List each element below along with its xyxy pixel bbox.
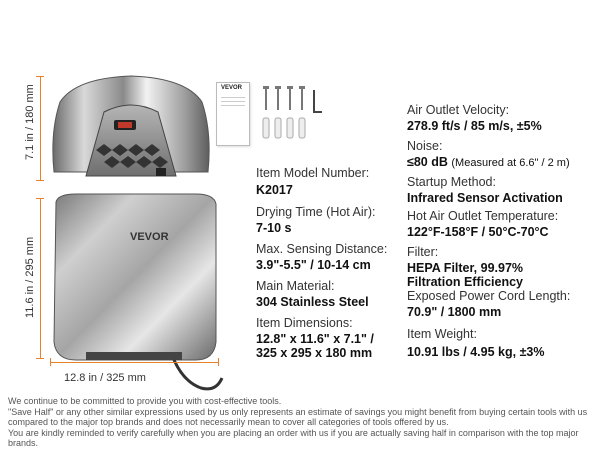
spec-label-air-velocity: Air Outlet Velocity: bbox=[407, 103, 510, 117]
manual-booklet bbox=[216, 82, 250, 146]
spec-label-cord-length: Exposed Power Cord Length: bbox=[407, 289, 571, 303]
spec-label-noise: Noise: bbox=[407, 139, 443, 153]
width-dimension-line bbox=[50, 362, 218, 363]
disclaimer-line: "Save Half" or any other similar expressions used by us only represents an estimate of savings you might benefit from buying certain tools with us bbox=[8, 406, 588, 417]
width-label: 12.8 in / 325 mm bbox=[64, 372, 146, 384]
height-dimension-line bbox=[40, 76, 41, 180]
dimension-tick bbox=[36, 358, 44, 359]
height-label: 7.1 in / 180 mm bbox=[24, 84, 36, 160]
dimension-tick bbox=[50, 358, 51, 366]
spec-label-weight: Item Weight: bbox=[407, 327, 477, 341]
spec-label-drying-time: Drying Time (Hot Air): bbox=[256, 205, 376, 219]
dimension-tick bbox=[36, 180, 44, 181]
spec-value-noise bbox=[407, 155, 570, 169]
spec-label-filter: Filter: bbox=[407, 245, 439, 259]
disclaimer-line: compared to the major top brands and does not necessarily mean to cover all categories of tools offered by us. bbox=[8, 417, 449, 428]
dimension-tick bbox=[36, 76, 44, 77]
disclaimer-line: You are kindly reminded to verify carefully when you are placing an order with us if you are actually saving half in comparison with the top major brands. bbox=[8, 427, 579, 449]
spec-value-startup: Infrared Sensor Activation bbox=[407, 191, 563, 205]
disclaimer bbox=[8, 396, 600, 449]
spec-label-model: Item Model Number: bbox=[256, 166, 370, 180]
front-height-label: 11.6 in / 295 mm bbox=[24, 236, 36, 318]
spec-value-filter: HEPA Filter, 99.97% bbox=[407, 261, 524, 275]
spec-label-material: Main Material: bbox=[256, 279, 335, 293]
spec-label-startup: Startup Method: bbox=[407, 175, 496, 189]
spec-label-outlet-temperature: Hot Air Outlet Temperature: bbox=[407, 209, 559, 223]
spec-value-model: K2017 bbox=[256, 183, 293, 197]
manual-brand: VEVOR bbox=[221, 85, 243, 91]
brand-logo: VEVOR bbox=[130, 231, 169, 243]
spec-value-sensing-distance: 3.9"-5.5" / 10-14 cm bbox=[256, 258, 371, 272]
spec-value-drying-time: 7-10 s bbox=[256, 221, 292, 235]
front-height-dimension-line bbox=[40, 198, 41, 358]
spec-value-dimensions: 12.8" x 11.6" x 7.1" / bbox=[256, 332, 374, 346]
spec-label-dimensions: Item Dimensions: bbox=[256, 316, 353, 330]
screws-and-anchors-icon bbox=[258, 84, 328, 144]
dryer-front-view-image bbox=[46, 192, 224, 398]
spec-label-sensing-distance: Max. Sensing Distance: bbox=[256, 242, 388, 256]
dimension-tick bbox=[218, 358, 219, 366]
spec-value-air-velocity: 278.9 ft/s / 85 m/s, ±5% bbox=[407, 119, 542, 133]
spec-value-filter-efficiency: Filtration Efficiency bbox=[407, 275, 523, 289]
spec-value-outlet-temperature: 122°F-158°F / 50°C-70°C bbox=[407, 225, 549, 239]
dimension-tick bbox=[36, 198, 44, 199]
noise-value: ≤80 dB bbox=[407, 155, 448, 169]
spec-value-material: 304 Stainless Steel bbox=[256, 295, 369, 309]
disclaimer-line: We continue to be committed to provide you with cost-effective tools. bbox=[8, 396, 282, 406]
spec-value-dimensions-metric: 325 x 295 x 180 mm bbox=[256, 346, 373, 360]
spec-value-cord-length: 70.9" / 1800 mm bbox=[407, 305, 502, 319]
dryer-top-view-image bbox=[46, 72, 216, 184]
spec-value-weight: 10.91 lbs / 4.95 kg, ±3% bbox=[407, 345, 545, 359]
noise-note: (Measured at 6.6" / 2 m) bbox=[451, 157, 570, 169]
